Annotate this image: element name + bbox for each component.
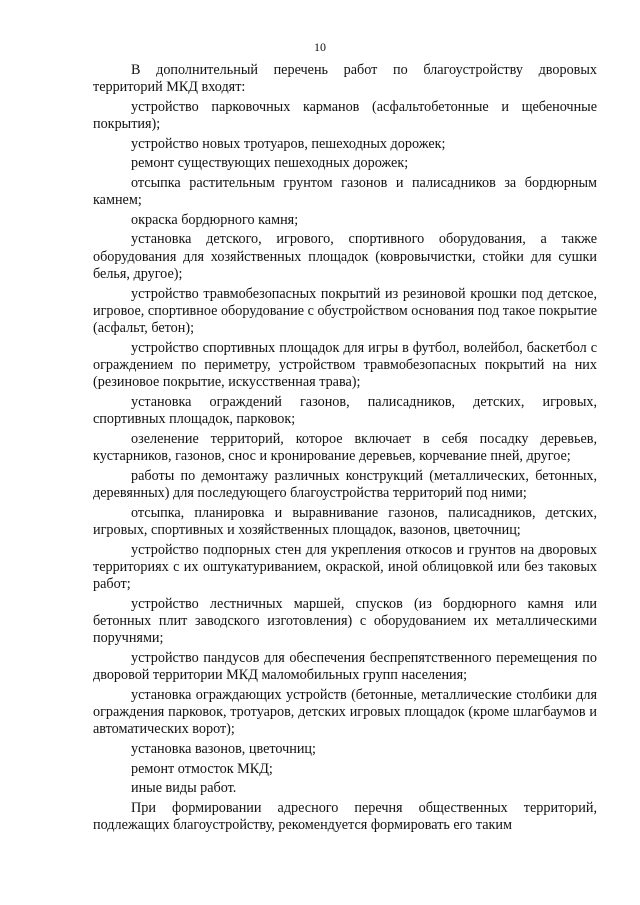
work-item: окраска бордюрного камня;: [131, 211, 299, 228]
work-item: установка ограждений газонов, палисадников, детских, игровых, спортивных площадок, парковок;: [93, 394, 597, 428]
work-item: установка вазонов, цветочниц;: [131, 741, 316, 758]
work-item: установка детского, игрового, спортивного оборудования, а также оборудования для хозяйственных площадок (ковровычистки, стойки для сушки белья, другое);: [93, 231, 597, 283]
work-item: ремонт отмосток МКД;: [131, 760, 273, 777]
intro-paragraph: В дополнительный перечень работ по благоустройству дворовых территорий МКД входят:: [93, 62, 597, 96]
work-item: иные виды работ.: [131, 780, 237, 797]
work-item: отсыпка, планировка и выравнивание газонов, палисадников, детских, игровых, спортивных и хозяйственных площадок, вазонов, цветочниц;: [93, 504, 597, 538]
work-item: ремонт существующих пешеходных дорожек;: [131, 155, 409, 172]
work-item: работы по демонтажу различных конструкций (металлических, бетонных, деревянных) для последующего благоустройства территорий под ними;: [93, 467, 597, 502]
work-item: отсыпка растительным грунтом газонов и палисадников за бордюрным камнем;: [93, 174, 597, 209]
work-item: установка ограждающих устройств (бетонные, металлические столбики для ограждения парковок, тротуаров, детских игровых площадок (кроме шлагбаумов и автоматических ворот);: [93, 686, 597, 738]
work-item: устройство травмобезопасных покрытий из резиновой крошки под детское, игровое, спортивное оборудование с обустройством основания под такое покрытие (асфальт, бетон);: [93, 285, 598, 337]
work-item: устройство парковочных карманов (асфальтобетонные и щебеночные покрытия);: [93, 98, 597, 133]
work-item: озеленение территорий, которое включает в себя посадку деревьев, кустарников, газонов, снос и кронирование деревьев, корчевание пней, другое;: [93, 430, 597, 465]
document-body: [93, 62, 597, 834]
work-item: устройство новых тротуаров, пешеходных дорожек;: [131, 135, 446, 152]
page-number: 10: [314, 40, 326, 54]
work-item: устройство подпорных стен для укрепления откосов и грунтов на дворовых территориях с их оштукатуриванием, окраской, иной облицовкой или без таковых работ;: [93, 541, 597, 593]
work-items-list: [93, 99, 597, 798]
work-item: устройство пандусов для обеспечения беспрепятственного перемещения по дворовой территории МКД маломобильных групп населения;: [93, 649, 597, 684]
final-paragraph: При формировании адресного перечня общественных территорий, подлежащих благоустройству, рекомендуется формировать его таким: [93, 799, 597, 834]
work-item: устройство лестничных маршей, спусков (из бордюрного камня или бетонных плит заводского изготовления) с оборудованием их металлическими поручнями;: [93, 595, 597, 647]
work-item: устройство спортивных площадок для игры в футбол, волейбол, баскетбол с ограждением по периметру, устройством травмобезопасных покрытий на них (резиновое покрытие, искусственная трава);: [93, 339, 597, 391]
